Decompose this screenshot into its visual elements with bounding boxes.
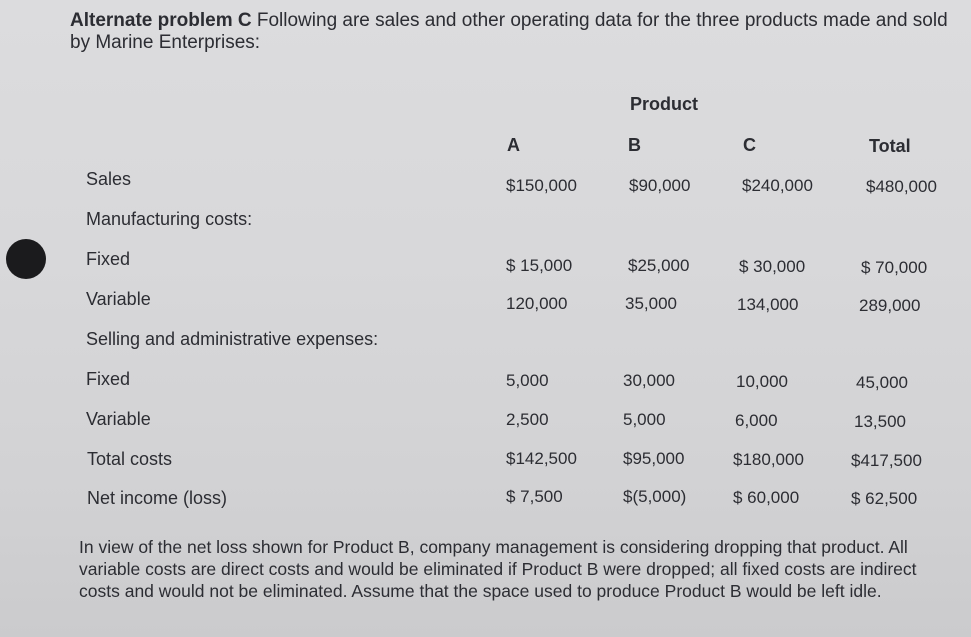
column-header-b: B — [628, 135, 641, 155]
punch-hole — [6, 239, 46, 279]
row-label-sales: Sales — [86, 169, 132, 189]
cell-manufacturing-fixed-total: $ 70,000 — [861, 258, 928, 277]
cell-total-costs-total: $417,500 — [851, 451, 922, 470]
cell-manufacturing-fixed-a: $ 15,000 — [506, 256, 573, 275]
cell-manufacturing-variable-c: 134,000 — [737, 295, 799, 314]
cell-sales-total: $480,000 — [866, 177, 937, 196]
cell-selling-variable-b: 5,000 — [623, 410, 666, 429]
cell-total-costs-a: $142,500 — [506, 449, 577, 468]
row-label-manufacturing-variable: Variable — [86, 289, 151, 309]
problem-context: In view of the net loss shown for Product B, company management is considering dropping that product. All variable costs are direct costs and would be eliminated if Product B were dropped; all fixed costs are indirect costs and would not be eliminated. Assume that the space used to produce Product B would be left idle. — [79, 537, 917, 601]
row-label-selling-variable: Variable — [86, 409, 151, 429]
cell-total-costs-c: $180,000 — [733, 450, 804, 469]
cell-selling-fixed-total: 45,000 — [856, 373, 908, 392]
cell-manufacturing-variable-b: 35,000 — [625, 294, 677, 313]
cell-manufacturing-variable-a: 120,000 — [506, 294, 568, 313]
cell-manufacturing-variable-total: 289,000 — [859, 296, 921, 315]
row-label-net-income: Net income (loss) — [87, 488, 228, 508]
cell-selling-fixed-a: 5,000 — [506, 371, 549, 390]
cell-selling-variable-total: 13,500 — [854, 412, 906, 431]
problem-intro-text: Following are sales and other operating data for the three products made and sold by Marine Enterprises: — [70, 10, 948, 53]
problem-title: Alternate problem C — [70, 10, 252, 31]
problem-intro — [70, 10, 970, 54]
cell-total-costs-b: $95,000 — [623, 449, 685, 468]
column-header-total: Total — [869, 136, 911, 156]
row-label-selling-fixed: Fixed — [86, 369, 131, 389]
row-label-manufacturing-fixed: Fixed — [86, 249, 131, 269]
row-label-total-costs: Total costs — [87, 449, 173, 469]
cell-net-income-a: $ 7,500 — [506, 487, 563, 506]
cell-manufacturing-fixed-b: $25,000 — [628, 256, 690, 275]
cell-selling-variable-a: 2,500 — [506, 410, 549, 429]
cell-net-income-total: $ 62,500 — [851, 489, 918, 508]
cell-net-income-b: $(5,000) — [623, 487, 687, 506]
cell-manufacturing-fixed-c: $ 30,000 — [739, 257, 806, 276]
cell-selling-variable-c: 6,000 — [735, 411, 778, 430]
cell-selling-fixed-c: 10,000 — [736, 372, 788, 391]
cell-sales-c: $240,000 — [742, 176, 813, 195]
cell-net-income-c: $ 60,000 — [733, 488, 800, 507]
column-header-c: C — [743, 135, 756, 155]
product-group-header: Product — [630, 94, 699, 114]
row-label-selling-admin-expenses: Selling and administrative expenses: — [86, 329, 379, 349]
cell-selling-fixed-b: 30,000 — [623, 371, 675, 390]
column-header-a: A — [507, 135, 520, 155]
cell-sales-b: $90,000 — [629, 176, 691, 195]
row-label-manufacturing-costs: Manufacturing costs: — [86, 209, 253, 229]
cell-sales-a: $150,000 — [506, 176, 577, 195]
